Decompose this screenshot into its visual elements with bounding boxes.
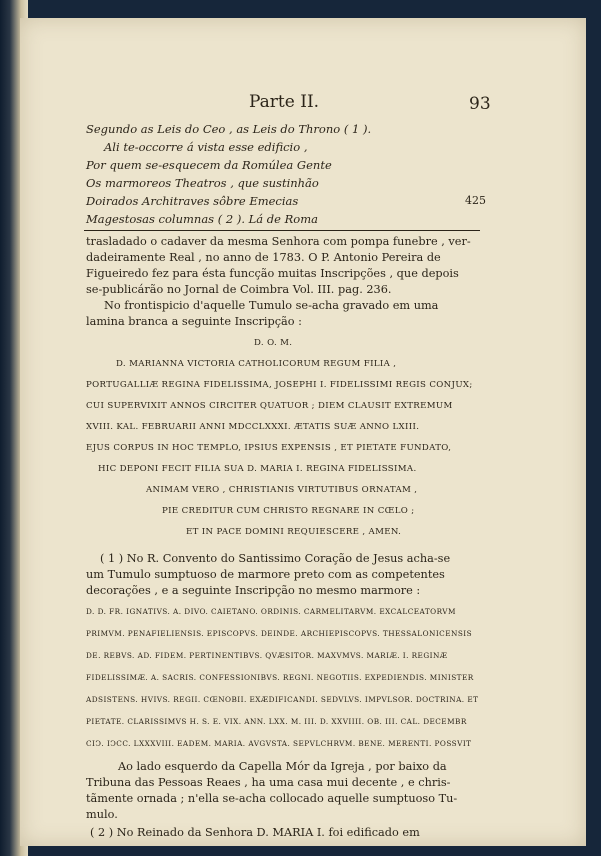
inscription-line: HIC DEPONI FECIT FILIA SUA D. MARIA I. REGINA FIDELISSIMA. xyxy=(98,464,417,474)
inscription-line: PRIMVM. PENAFIELIENSIS. EPISCOPVS. DEINDE. ARCHIEPISCOPVS. THESSALONICENSIS xyxy=(86,629,473,638)
inscription-line: CUI SUPERVIXIT ANNOS CIRCITER QUATUOR ; DIEM CLAUSIT EXTREMUM xyxy=(86,401,453,411)
verse-line: Doirados Architraves sôbre Emecias xyxy=(86,194,299,208)
prose-line: No frontispicio d'aquelle Tumulo se-acha gravado em uma xyxy=(104,299,439,312)
inscription-line: ANIMAM VERO , CHRISTIANIS VIRTUTIBUS ORNATAM , xyxy=(146,485,418,495)
footnote-line: um Tumulo sumptuoso de marmore preto com as competentes xyxy=(86,568,445,581)
footnote-2: ( 2 ) No Reinado da Senhora D. MARIA I. foi edificado em xyxy=(90,826,420,839)
verse-line: Os marmoreos Theatros , que sustinhão xyxy=(86,176,319,190)
prose-line: trasladado o cadaver da mesma Senhora com pompa funebre , ver- xyxy=(86,235,471,248)
verse-line: Por quem se-esquecem da Romúlea Gente xyxy=(86,158,332,172)
inscription-line: PIE CREDITUR CUM CHRISTO REGNARE IN CŒLO ; xyxy=(162,506,415,516)
running-title: Parte II. xyxy=(249,92,320,112)
verse-line: Segundo as Leis do Ceo , as Leis do Throno ( 1 ). xyxy=(86,122,372,136)
inscription-line: XVIII. KAL. FEBRUARII ANNI MDCCLXXXI. ÆTATIS SUÆ ANNO LXIII. xyxy=(86,422,420,432)
prose-line: se-publicárão no Jornal de Coimbra Vol. III. pag. 236. xyxy=(86,283,392,296)
page-number: 93 xyxy=(469,94,491,114)
inscription-line: D. O. M. xyxy=(254,338,293,348)
inscription-line: PORTUGALLIÆ REGINA FIDELISSIMA, JOSEPHI I. FIDELISSIMI REGIS CONJUX; xyxy=(86,380,473,390)
inscription-line: PIETATE. CLARISSIMVS H. S. E. VIX. ANN. LXX. M. III. D. XXVIIII. OB. III. CAL. DECEMBR xyxy=(86,717,467,726)
inscription-line: D. D. FR. IGNATIVS. A. DIVO. CAIETANO. ORDINIS. CARMELITARVM. EXCALCEATORVM xyxy=(86,607,456,616)
prose-line: Tribuna das Pessoas Reaes , ha uma casa mui decente , e chris- xyxy=(86,776,451,789)
prose-line: Ao lado esquerdo da Capella Mór da Igreja , por baixo da xyxy=(118,760,447,773)
verse-line: Magestosas columnas ( 2 ). Lá de Roma xyxy=(86,212,318,226)
footnote-line: ( 1 ) No R. Convento do Santissimo Coração de Jesus acha-se xyxy=(100,552,451,565)
prose-line: tãmente ornada ; n'ella se-acha collocado aquelle sumptuoso Tu- xyxy=(86,792,458,805)
inscription-line: DE. REBVS. AD. FIDEM. PERTINENTIBVS. QVÆSITOR. MAXVMVS. MARIÆ. I. REGINÆ xyxy=(86,651,448,660)
verse-line: Ali te-occorre á vista esse edificio , xyxy=(104,140,308,154)
footnote-line: decorações , e a seguinte Inscripção no mesmo marmore : xyxy=(86,584,421,597)
prose-line: lamina branca a seguinte Inscripção : xyxy=(86,315,302,328)
inscription-line: FIDELISSIMÆ. A. SACRIS. CONFESSIONIBVS. REGNI. NEGOTIIS. EXPEDIENDIS. MINISTER xyxy=(86,673,474,682)
inscription-line: D. MARIANNA VICTORIA CATHOLICORUM REGUM FILIA , xyxy=(116,359,397,369)
section-divider xyxy=(84,230,480,231)
prose-line: Figueiredo fez para ésta funcção muitas Inscripções , que depois xyxy=(86,267,459,280)
inscription-line: EJUS CORPUS IN HOC TEMPLO, IPSIUS EXPENSIS , ET PIETATE FUNDATO, xyxy=(86,443,452,453)
prose-line: mulo. xyxy=(86,808,118,821)
inscription-line: ADSISTENS. HVIVS. REGII. CŒNOBII. EXÆDIFICANDI. SEDVLVS. IMPVLSOR. DOCTRINA. ET xyxy=(86,695,479,704)
verse-line-number: 425 xyxy=(465,194,486,207)
inscription-line: ET IN PACE DOMINI REQUIESCERE , AMEN. xyxy=(186,527,402,537)
book-page xyxy=(20,18,586,846)
inscription-line: CIↃ. IↃCC. LXXXVIII. EADEM. MARIA. AVGVSTA. SEPVLCHRVM. BENE. MERENTI. POSSVIT xyxy=(86,739,472,748)
prose-line: dadeiramente Real , no anno de 1783. O P. Antonio Pereira de xyxy=(86,251,441,264)
